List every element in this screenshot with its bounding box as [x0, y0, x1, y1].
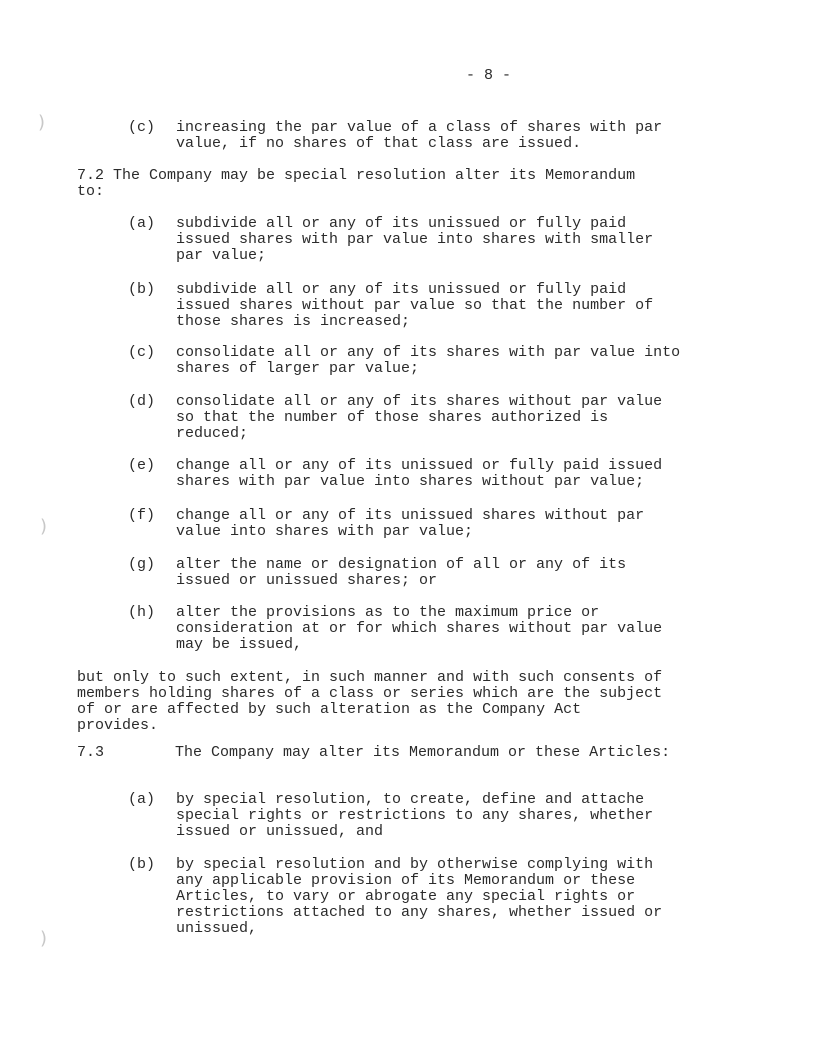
list-item	[128, 508, 728, 540]
item-label: (a)	[128, 791, 156, 808]
page-number: - 8 -	[466, 67, 512, 84]
item-text: increasing the par value of a class of shares with par value, if no shares of that class are issued.	[176, 119, 663, 152]
item-text: by special resolution, to create, define and attache special rights or restrictions to any shares, whether issued or unissued, and	[176, 791, 654, 840]
list-item	[128, 792, 728, 840]
item-label: (c)	[128, 344, 156, 361]
item-label: (b)	[128, 856, 156, 873]
list-item	[128, 857, 728, 937]
binding-hole-mark: )	[40, 516, 48, 537]
item-label: (c)	[128, 119, 156, 136]
item-text: change all or any of its unissued or fully paid issued shares with par value into shares without par value;	[176, 457, 663, 490]
list-item	[128, 120, 728, 152]
list-item	[128, 394, 728, 442]
item-label: (h)	[128, 604, 156, 621]
list-item	[128, 345, 728, 377]
section-number: 7.3	[77, 744, 105, 761]
section-7-2-closing: but only to such extent, in such manner and with such consents of members holding shares of a class or series which are the subject of or are affected by such alteration as the Company Act provides.	[77, 669, 663, 734]
section-7-2-intro: 7.2 The Company may be special resolution alter its Memorandum to:	[77, 167, 636, 200]
item-label: (e)	[128, 457, 156, 474]
item-text: by special resolution and by otherwise complying with any applicable provision of its Memorandum or these Articles, to vary or abrogate any special rights or restrictions attached to any shares, whether issued or unissued,	[176, 856, 663, 937]
list-item	[128, 216, 728, 264]
item-text: alter the name or designation of all or any of its issued or unissued shares; or	[176, 556, 627, 589]
item-text: consolidate all or any of its shares with par value into shares of larger par value;	[176, 344, 681, 377]
item-label: (b)	[128, 281, 156, 298]
list-item	[128, 557, 728, 589]
item-label: (g)	[128, 556, 156, 573]
list-item	[128, 605, 728, 653]
list-item	[128, 458, 728, 490]
item-text: subdivide all or any of its unissued or fully paid issued shares without par value so that the number of those shares is increased;	[176, 281, 654, 330]
list-item	[128, 282, 728, 330]
item-text: alter the provisions as to the maximum price or consideration at or for which shares without par value may be issued,	[176, 604, 663, 653]
item-label: (f)	[128, 507, 156, 524]
binding-hole-mark: )	[40, 928, 48, 949]
item-text: change all or any of its unissued shares without par value into shares with par value;	[176, 507, 645, 540]
item-text: consolidate all or any of its shares without par value so that the number of those shares authorized is reduced;	[176, 393, 663, 442]
item-text: subdivide all or any of its unissued or fully paid issued shares with par value into shares with smaller par value;	[176, 215, 654, 264]
section-7-3-intro: The Company may alter its Memorandum or these Articles:	[175, 744, 671, 761]
binding-hole-mark: )	[38, 112, 46, 133]
item-label: (d)	[128, 393, 156, 410]
item-label: (a)	[128, 215, 156, 232]
